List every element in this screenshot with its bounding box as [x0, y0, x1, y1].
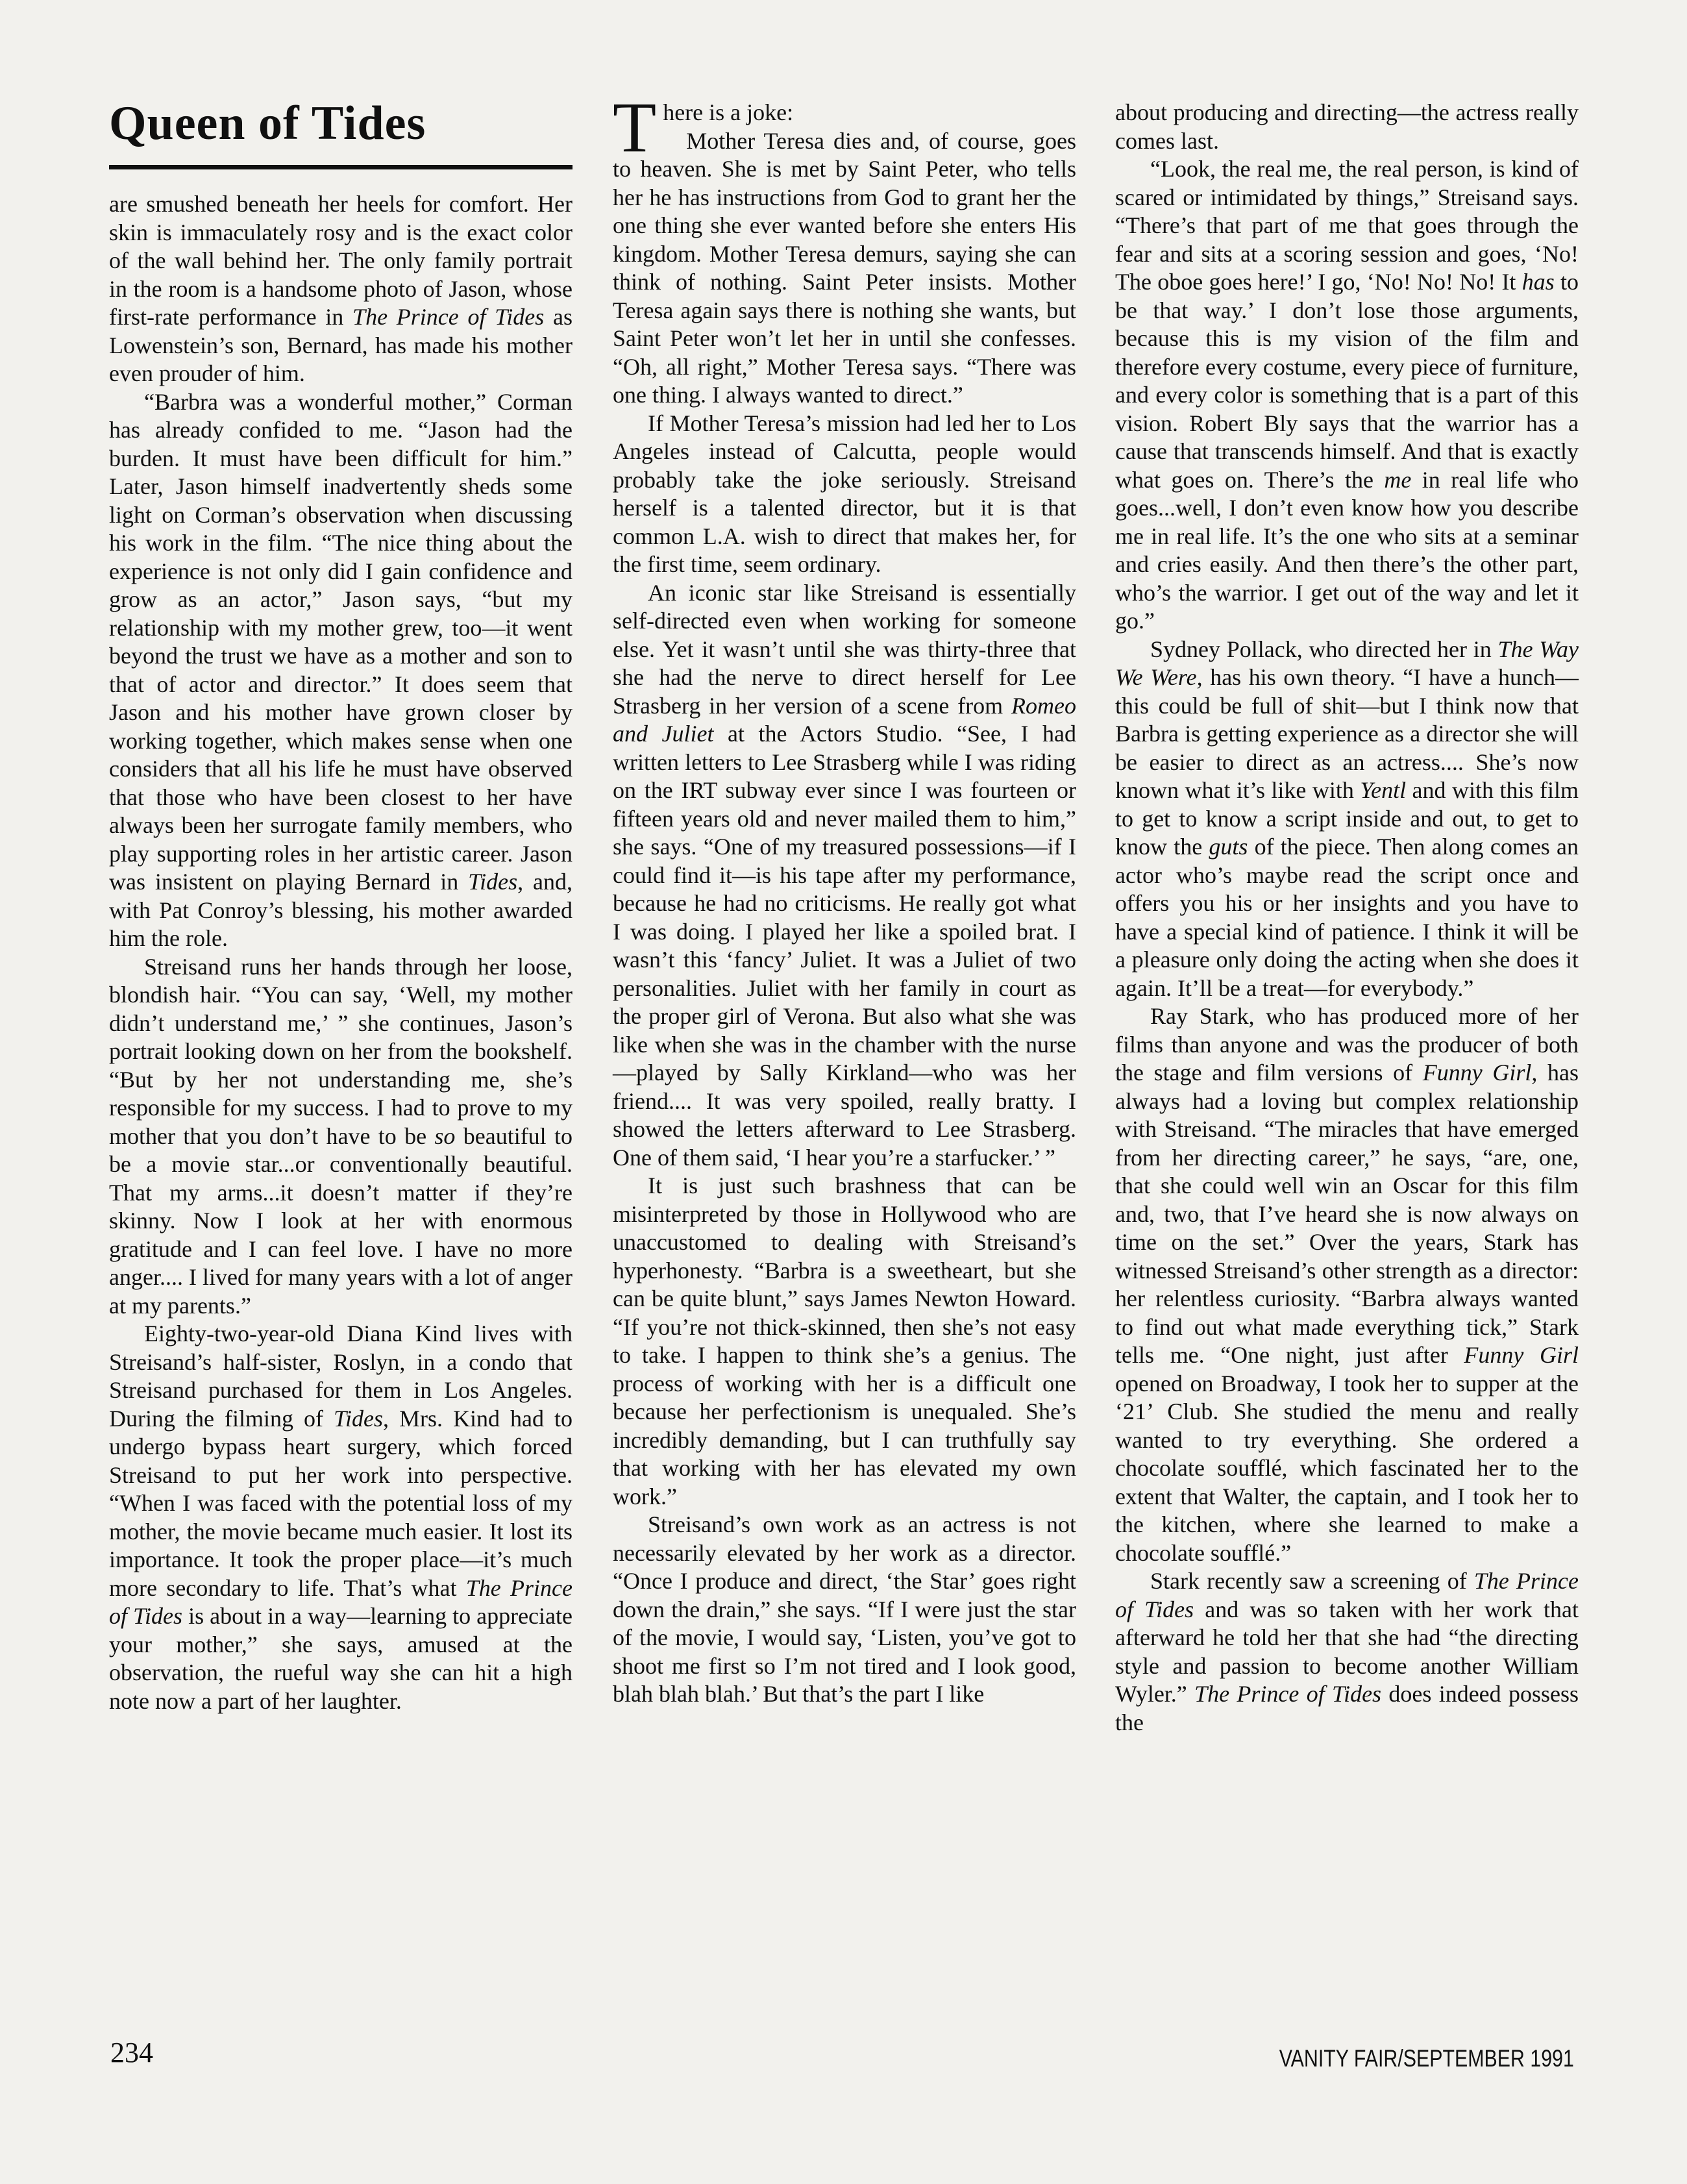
- text-run: are smushed beneath her heels for comfort. Her skin is immaculately rosy and is the exact color of the wall behind her. The only family portrait in the room is a handsome photo of Jason, whose first-rate performance in: [109, 191, 573, 330]
- text-run: opened on Broadway, I took her to supper at the ‘21’ Club. She studied the menu and really wanted to try everything. She ordered a chocolate soufflé, which fascinated her to the extent that Walter, the captain, and I took her to the kitchen, where she learned to make a chocolate soufflé.”: [1115, 1370, 1579, 1566]
- text-run: does indeed possess the: [1115, 1681, 1579, 1735]
- column-3: [1115, 99, 1579, 1737]
- text-run: Ray Stark, who has produced more of her films than anyone and was the producer of both the stage and film versions of: [1115, 1003, 1579, 1086]
- italic-text-run: Funny Girl: [1464, 1342, 1579, 1368]
- text-run: , and, with Pat Conroy’s blessing, his mother awarded him the role.: [109, 869, 573, 951]
- column-1-text: [109, 190, 573, 1715]
- text-run: If Mother Teresa’s mission had led her to Los Angeles instead of Calcutta, people would probably take the joke seriously. Streisand herself is a talented director, but it is that common L.A. wish to direct that makes her, for the first time, seem ordinary.: [613, 410, 1076, 577]
- paragraph: [613, 1172, 1076, 1511]
- italic-text-run: The Way We Were,: [1115, 636, 1579, 690]
- italic-text-run: me: [1384, 466, 1412, 493]
- text-run: here is a joke:: [663, 99, 794, 125]
- article-title: Queen of Tides: [109, 97, 426, 150]
- text-run: has his own theory. “I have a hunch—this could be full of shit—but I think now that Barbra is getting experience as a director she will be easier to direct as an actress.... She’s now known what it’s like with: [1115, 664, 1579, 803]
- italic-text-run: The Prince of Tides: [1194, 1681, 1382, 1707]
- text-run: as Lowenstein’s son, Bernard, has made his mother even prouder of him.: [109, 304, 573, 386]
- column-1: [109, 97, 573, 1715]
- text-run: to be that way.’ I don’t lose those arguments, because this is my vision of the film and therefore every costume, every piece of furniture, and every color is something that is a part of this vision. Robert Bly says that the warrior has a cause that transcends himself. And that is exactly what goes on. There’s the: [1115, 269, 1579, 493]
- paragraph: [109, 953, 573, 1321]
- text-run: of the piece. Then along comes an actor who’s maybe read the script once and offers you his or her insights and you have to have a special kind of patience. I think it will be a pleasure only doing the acting when she does it again. It’ll be a treat—for everybody.”: [1115, 834, 1579, 1001]
- text-run: Eighty-two-year-old Diana Kind lives with Streisand’s half-sister, Roslyn, in a condo that Streisand purchased for them in Los Angeles. During the filming of: [109, 1321, 573, 1432]
- italic-text-run: Tides: [468, 869, 518, 895]
- text-run: at the Actors Studio. “See, I had written letters to Lee Strasberg while I was riding on the IRT subway ever since I was fourteen or fifteen years old and never mailed them to him,” she says. “One of my treasured possessions—if I could find it—is his tape after my performance, because he had no criticisms. He really got what I was doing. I played her like a spoiled brat. I wasn’t this ‘fancy’ Juliet. It was a Juliet of two personalities. Juliet with her family in court as the proper girl of Verona. But also what she was like when she was in the chamber with the nurse—played by Sally Kirkland—who was her friend.... It was very spoiled, really bratty. I showed the letters afterward to Lee Strasberg. One of them said, ‘I hear you’re a starfucker.’ ”: [613, 721, 1076, 1171]
- italic-text-run: guts: [1209, 834, 1248, 860]
- page-number: 234: [110, 2037, 153, 2068]
- text-run: “Barbra was a wonderful mother,” Corman has already confided to me. “Jason had the burden. It must have been difficult for him.” Later, Jason himself inadvertently sheds some light on Corman’s observation when discussing his work in the film. “The nice thing about the experience is not only did I gain confidence and grow as an actor,” Jason says, “but my relationship with my mother grew, too—it went beyond the trust we have as a mother and son to that of actor and director.” It does seem that Jason and his mother have grown closer by working together, which makes sense when one considers that all his life he must have observed that those who have been closest to her have always been her surrogate family members, who play supporting roles in her artistic career. Jason was insistent on playing Bernard in: [109, 388, 573, 895]
- column-3-text: [1115, 99, 1579, 1737]
- text-run: in real life who goes...well, I don’t even know how you describe me in real life. It’s the one who sits at a seminar and cries easily. And then there’s the other part, who’s the warrior. I get out of the way and let it go.”: [1115, 466, 1579, 634]
- paragraph: [1115, 1567, 1579, 1737]
- italic-text-run: Tides: [333, 1405, 383, 1432]
- column-2-text: [613, 88, 1076, 1709]
- paragraph: [1115, 636, 1579, 1003]
- italic-text-run: The Prince of Tides: [1115, 1568, 1579, 1622]
- paragraph: [109, 190, 573, 388]
- italic-text-run: The Prince of Tides: [352, 304, 545, 330]
- paragraph: [1115, 99, 1579, 155]
- italic-text-run: Romeo and Juliet: [613, 692, 1076, 747]
- italic-text-run: Yentl: [1360, 777, 1407, 803]
- paragraph: [1115, 155, 1579, 636]
- text-run: Sydney Pollack, who directed her in: [1150, 636, 1498, 662]
- paragraph: [613, 579, 1076, 1173]
- italic-text-run: so: [434, 1123, 456, 1149]
- text-run: Mother Teresa dies and, of course, goes to heaven. She is met by Saint Peter, who tells her he has instructions from God to grant her the one thing she ever wanted before she enters His kingdom. Mother Teresa demurs, saying she can think of nothing. Saint Peter insists. Mother Teresa again says there is nothing she wants, but Saint Peter won’t let her in until she confesses. “Oh, all right,” Mother Teresa says. “There was one thing. I always wanted to direct.”: [613, 127, 1076, 408]
- text-run: beautiful to be a movie star...or conventionally beautiful. That my arms...it doesn’t matter if they’re skinny. Now I look at her with enormous gratitude and I can feel love. I have no more anger.... I lived for many years with a lot of anger at my parents.”: [109, 1123, 573, 1319]
- text-run: Streisand’s own work as an actress is not necessarily elevated by her work as a director. “Once I produce and direct, ‘the Star’ goes right down the drain,” she says. “If I were just the star of the movie, I would say, ‘Listen, you’ve got to shoot me first so I’m not tired and I look good, blah blah blah.’ But that’s the part I like: [613, 1511, 1076, 1707]
- italic-text-run: Funny Girl,: [1422, 1060, 1538, 1086]
- drop-cap: T: [613, 88, 657, 167]
- magazine-footer: VANITY FAIR/SEPTEMBER 1991: [1279, 2045, 1574, 2072]
- text-run: has always had a loving but complex relationship with Streisand. “The miracles that have emerged from her directing career,” he says, “are, one, that she could well win an Oscar for this film and, two, that I’ve heard she is now always on time on the set.” Over the years, Stark has witnessed Streisand’s other strength as a director: her relentless curiosity. “Barbra always wanted to find out what made everything tick,” Stark tells me. “One night, just after: [1115, 1060, 1579, 1368]
- text-run: is about in a way—learning to appreciate your mother,” she says, amused at the observation, the rueful way she can hit a high note now a part of her laughter.: [109, 1603, 573, 1714]
- text-run: Streisand runs her hands through her loose, blondish hair. “You can say, ‘Well, my mother didn’t understand me,’ ” she continues, Jason’s portrait looking down on her from the bookshelf. “But by her not understanding me, she’s responsible for my success. I had to prove to my mother that you don’t have to be: [109, 953, 573, 1149]
- text-run: , Mrs. Kind had to undergo bypass heart surgery, which forced Streisand to put her work into perspective. “When I was faced with the potential loss of my mother, the movie became much easier. It lost its importance. It took the proper place—it’s much more secondary to life. That’s what: [109, 1405, 573, 1601]
- text-run: and with this film to get to know a script inside and out, to get to know the: [1115, 777, 1579, 860]
- text-run: “Look, the real me, the real person, is kind of scared or intimidated by things,” Streisand says. “There’s that part of me that goes through the fear and sits at a scoring session and goes, ‘No! The oboe goes here!’ I go, ‘No! No! No! It: [1115, 156, 1579, 295]
- paragraph: [109, 1320, 573, 1715]
- text-run: Stark recently saw a screening of: [1150, 1568, 1474, 1594]
- paragraph: [1115, 1002, 1579, 1567]
- paragraph: [109, 388, 573, 953]
- paragraph: [613, 410, 1076, 579]
- paragraph: [613, 88, 1076, 410]
- text-run: An iconic star like Streisand is essentially self-directed even when working for someone else. Yet it wasn’t until she was thirty-three that she had the nerve to direct herself for Lee Strasberg in her version of a scene from: [613, 579, 1076, 719]
- title-rule: [109, 165, 573, 169]
- text-run: and was so taken with her work that afterward he told her that she had “the directing style and passion to become another William Wyler.”: [1115, 1596, 1579, 1707]
- italic-text-run: has: [1521, 269, 1555, 295]
- text-run: about producing and directing—the actress really comes last.: [1115, 99, 1579, 154]
- column-2: [613, 88, 1076, 1709]
- text-run: It is just such brashness that can be misinterpreted by those in Hollywood who are unaccustomed to dealing with Streisand’s hyperhonesty. “Barbra is a sweetheart, but she can be quite blunt,” says James Newton Howard. “If you’re not thick-skinned, then she’s not easy to take. I happen to think she’s a genius. The process of working with her is a difficult one because her perfectionism is unequaled. She’s incredibly demanding, but I can truthfully say that working with her has elevated my own work.”: [613, 1173, 1076, 1509]
- italic-text-run: The Prince of Tides: [109, 1574, 573, 1629]
- paragraph: [613, 1511, 1076, 1709]
